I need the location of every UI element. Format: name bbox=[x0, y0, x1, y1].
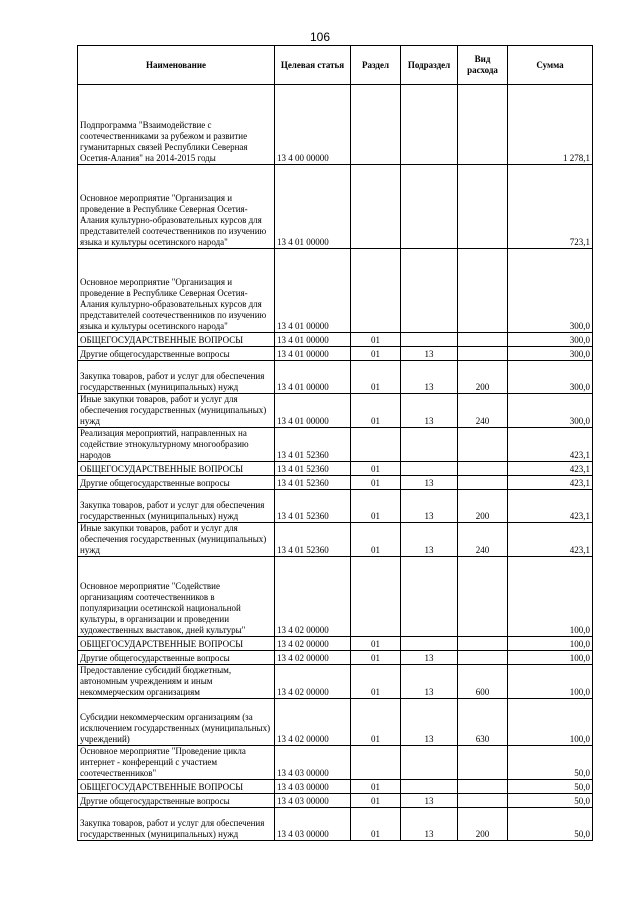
row-exp-type-cell bbox=[458, 333, 508, 347]
row-name-cell: Основное мероприятие "Проведение цикла интернет - конференций с участием соотечественников" bbox=[78, 746, 275, 780]
row-name-cell: Закупка товаров, работ и услуг для обеспечения государственных (муниципальных) нужд bbox=[78, 490, 275, 523]
row-name-cell: Другие общегосударственные вопросы bbox=[78, 476, 275, 490]
col-header-exp-type: Вид расхода bbox=[458, 46, 508, 85]
row-sum-cell: 50,0 bbox=[508, 746, 593, 780]
row-subsection-cell bbox=[401, 333, 458, 347]
row-exp-type-cell: 240 bbox=[458, 394, 508, 428]
row-exp-type-cell bbox=[458, 557, 508, 637]
table-header-row bbox=[78, 46, 593, 85]
table-row bbox=[78, 462, 593, 476]
row-exp-type-cell bbox=[458, 462, 508, 476]
row-exp-type-cell: 200 bbox=[458, 808, 508, 841]
row-exp-type-cell bbox=[458, 780, 508, 794]
row-name-cell: Закупка товаров, работ и услуг для обеспечения государственных (муниципальных) нужд bbox=[78, 361, 275, 394]
row-sum-cell: 100,0 bbox=[508, 699, 593, 746]
budget-table bbox=[77, 45, 593, 841]
row-section-cell: 01 bbox=[351, 637, 401, 651]
table-row bbox=[78, 476, 593, 490]
table-row bbox=[78, 428, 593, 462]
row-subsection-cell: 13 bbox=[401, 808, 458, 841]
table-row bbox=[78, 557, 593, 637]
row-subsection-cell: 13 bbox=[401, 361, 458, 394]
row-subsection-cell bbox=[401, 557, 458, 637]
col-header-sum: Сумма bbox=[508, 46, 593, 85]
row-name-cell: ОБЩЕГОСУДАРСТВЕННЫЕ ВОПРОСЫ bbox=[78, 462, 275, 476]
table-row bbox=[78, 808, 593, 841]
row-target-cell: 13 4 01 52360 bbox=[275, 490, 351, 523]
row-subsection-cell bbox=[401, 165, 458, 249]
row-target-cell: 13 4 01 52360 bbox=[275, 476, 351, 490]
row-name-cell: Иные закупки товаров, работ и услуг для обеспечения государственных (муниципальных) нужд bbox=[78, 523, 275, 557]
row-sum-cell: 300,0 bbox=[508, 249, 593, 333]
table-row bbox=[78, 490, 593, 523]
row-sum-cell: 100,0 bbox=[508, 651, 593, 665]
row-sum-cell: 100,0 bbox=[508, 637, 593, 651]
row-name-cell: Иные закупки товаров, работ и услуг для обеспечения государственных (муниципальных) нужд bbox=[78, 394, 275, 428]
row-sum-cell: 723,1 bbox=[508, 165, 593, 249]
row-sum-cell: 50,0 bbox=[508, 780, 593, 794]
col-header-subsection: Подраздел bbox=[401, 46, 458, 85]
row-name-cell: Другие общегосударственные вопросы bbox=[78, 794, 275, 808]
row-name-cell: Основное мероприятие "Организация и проведение в Республике Северная Осетия-Алания культурно-образовательных курсов для представителей соотечественников по изучению языка и культуры осетинского народа" bbox=[78, 249, 275, 333]
row-exp-type-cell bbox=[458, 85, 508, 165]
col-header-section: Раздел bbox=[351, 46, 401, 85]
table-row bbox=[78, 249, 593, 333]
row-subsection-cell: 13 bbox=[401, 794, 458, 808]
row-exp-type-cell bbox=[458, 794, 508, 808]
row-sum-cell: 300,0 bbox=[508, 361, 593, 394]
row-target-cell: 13 4 02 00000 bbox=[275, 651, 351, 665]
row-target-cell: 13 4 03 00000 bbox=[275, 780, 351, 794]
row-target-cell: 13 4 03 00000 bbox=[275, 746, 351, 780]
row-exp-type-cell bbox=[458, 249, 508, 333]
row-name-cell: Реализация мероприятий, направленных на содействие этнокультурному многообразию народов bbox=[78, 428, 275, 462]
row-subsection-cell: 13 bbox=[401, 394, 458, 428]
row-exp-type-cell: 200 bbox=[458, 490, 508, 523]
table-row bbox=[78, 651, 593, 665]
row-section-cell: 01 bbox=[351, 651, 401, 665]
row-subsection-cell bbox=[401, 85, 458, 165]
table-row bbox=[78, 665, 593, 699]
row-subsection-cell: 13 bbox=[401, 665, 458, 699]
row-exp-type-cell bbox=[458, 347, 508, 361]
row-section-cell: 01 bbox=[351, 394, 401, 428]
row-section-cell: 01 bbox=[351, 333, 401, 347]
row-sum-cell: 1 278,1 bbox=[508, 85, 593, 165]
row-section-cell: 01 bbox=[351, 462, 401, 476]
row-name-cell: ОБЩЕГОСУДАРСТВЕННЫЕ ВОПРОСЫ bbox=[78, 333, 275, 347]
row-target-cell: 13 4 03 00000 bbox=[275, 794, 351, 808]
row-target-cell: 13 4 02 00000 bbox=[275, 557, 351, 637]
row-exp-type-cell bbox=[458, 637, 508, 651]
row-exp-type-cell bbox=[458, 651, 508, 665]
row-target-cell: 13 4 02 00000 bbox=[275, 637, 351, 651]
row-section-cell: 01 bbox=[351, 699, 401, 746]
row-target-cell: 13 4 01 00000 bbox=[275, 361, 351, 394]
row-section-cell bbox=[351, 557, 401, 637]
table-row bbox=[78, 780, 593, 794]
table-row bbox=[78, 746, 593, 780]
row-exp-type-cell: 200 bbox=[458, 361, 508, 394]
row-exp-type-cell bbox=[458, 165, 508, 249]
row-section-cell bbox=[351, 165, 401, 249]
row-subsection-cell: 13 bbox=[401, 490, 458, 523]
row-sum-cell: 423,1 bbox=[508, 490, 593, 523]
row-section-cell: 01 bbox=[351, 476, 401, 490]
row-target-cell: 13 4 01 52360 bbox=[275, 428, 351, 462]
row-name-cell: ОБЩЕГОСУДАРСТВЕННЫЕ ВОПРОСЫ bbox=[78, 780, 275, 794]
row-exp-type-cell bbox=[458, 746, 508, 780]
row-section-cell: 01 bbox=[351, 780, 401, 794]
row-section-cell bbox=[351, 249, 401, 333]
row-target-cell: 13 4 01 00000 bbox=[275, 333, 351, 347]
row-section-cell: 01 bbox=[351, 490, 401, 523]
row-section-cell: 01 bbox=[351, 808, 401, 841]
row-exp-type-cell: 630 bbox=[458, 699, 508, 746]
row-sum-cell: 300,0 bbox=[508, 333, 593, 347]
row-sum-cell: 423,1 bbox=[508, 428, 593, 462]
col-header-target: Целевая статья bbox=[275, 46, 351, 85]
row-sum-cell: 300,0 bbox=[508, 394, 593, 428]
row-sum-cell: 50,0 bbox=[508, 794, 593, 808]
table-row bbox=[78, 361, 593, 394]
row-section-cell bbox=[351, 746, 401, 780]
row-name-cell: Предоставление субсидий бюджетным, автономным учреждениям и иным некоммерческим организациям bbox=[78, 665, 275, 699]
row-target-cell: 13 4 02 00000 bbox=[275, 699, 351, 746]
row-target-cell: 13 4 03 00000 bbox=[275, 808, 351, 841]
row-name-cell: Субсидии некоммерческим организациям (за исключением государственных (муниципальных) учреждений) bbox=[78, 699, 275, 746]
table-row bbox=[78, 699, 593, 746]
row-subsection-cell bbox=[401, 249, 458, 333]
row-section-cell: 01 bbox=[351, 794, 401, 808]
row-sum-cell: 50,0 bbox=[508, 808, 593, 841]
row-subsection-cell bbox=[401, 428, 458, 462]
row-subsection-cell: 13 bbox=[401, 347, 458, 361]
row-sum-cell: 100,0 bbox=[508, 665, 593, 699]
col-header-name: Наименование bbox=[78, 46, 275, 85]
table-row bbox=[78, 347, 593, 361]
row-target-cell: 13 4 02 00000 bbox=[275, 665, 351, 699]
row-sum-cell: 100,0 bbox=[508, 557, 593, 637]
row-name-cell: Подпрограмма "Взаимодействие с соотечественниками за рубежом и развитие гуманитарных связей Республики Северная Осетия-Алания" на 2014-2015 годы bbox=[78, 85, 275, 165]
row-exp-type-cell: 600 bbox=[458, 665, 508, 699]
row-section-cell: 01 bbox=[351, 361, 401, 394]
row-exp-type-cell bbox=[458, 428, 508, 462]
row-subsection-cell bbox=[401, 462, 458, 476]
row-sum-cell: 423,1 bbox=[508, 462, 593, 476]
row-target-cell: 13 4 01 00000 bbox=[275, 347, 351, 361]
table-row bbox=[78, 394, 593, 428]
table-row bbox=[78, 794, 593, 808]
row-subsection-cell: 13 bbox=[401, 523, 458, 557]
row-section-cell bbox=[351, 85, 401, 165]
row-target-cell: 13 4 01 52360 bbox=[275, 462, 351, 476]
table-row bbox=[78, 165, 593, 249]
row-name-cell: Другие общегосударственные вопросы bbox=[78, 651, 275, 665]
row-name-cell: ОБЩЕГОСУДАРСТВЕННЫЕ ВОПРОСЫ bbox=[78, 637, 275, 651]
row-subsection-cell: 13 bbox=[401, 699, 458, 746]
row-subsection-cell: 13 bbox=[401, 651, 458, 665]
table-row bbox=[78, 85, 593, 165]
table-body bbox=[78, 85, 593, 841]
row-section-cell: 01 bbox=[351, 347, 401, 361]
row-subsection-cell bbox=[401, 746, 458, 780]
row-subsection-cell: 13 bbox=[401, 476, 458, 490]
row-section-cell bbox=[351, 428, 401, 462]
row-sum-cell: 423,1 bbox=[508, 523, 593, 557]
row-name-cell: Основное мероприятие "Содействие организациям соотечественников в популяризации осетинской национальной культуры, в организации и проведении художественных выставок, дней культуры" bbox=[78, 557, 275, 637]
row-subsection-cell bbox=[401, 780, 458, 794]
page-number: 106 bbox=[309, 30, 331, 44]
row-target-cell: 13 4 01 00000 bbox=[275, 165, 351, 249]
row-target-cell: 13 4 01 00000 bbox=[275, 394, 351, 428]
row-exp-type-cell bbox=[458, 476, 508, 490]
row-sum-cell: 300,0 bbox=[508, 347, 593, 361]
table-row bbox=[78, 333, 593, 347]
row-name-cell: Основное мероприятие "Организация и проведение в Республике Северная Осетия-Алания культурно-образовательных курсов для представителей соотечественников по изучению языка и культуры осетинского народа" bbox=[78, 165, 275, 249]
row-section-cell: 01 bbox=[351, 523, 401, 557]
row-name-cell: Другие общегосударственные вопросы bbox=[78, 347, 275, 361]
row-target-cell: 13 4 00 00000 bbox=[275, 85, 351, 165]
row-exp-type-cell: 240 bbox=[458, 523, 508, 557]
table-row bbox=[78, 523, 593, 557]
row-sum-cell: 423,1 bbox=[508, 476, 593, 490]
row-name-cell: Закупка товаров, работ и услуг для обеспечения государственных (муниципальных) нужд bbox=[78, 808, 275, 841]
row-section-cell: 01 bbox=[351, 665, 401, 699]
row-subsection-cell bbox=[401, 637, 458, 651]
table-row bbox=[78, 637, 593, 651]
row-target-cell: 13 4 01 00000 bbox=[275, 249, 351, 333]
row-target-cell: 13 4 01 52360 bbox=[275, 523, 351, 557]
